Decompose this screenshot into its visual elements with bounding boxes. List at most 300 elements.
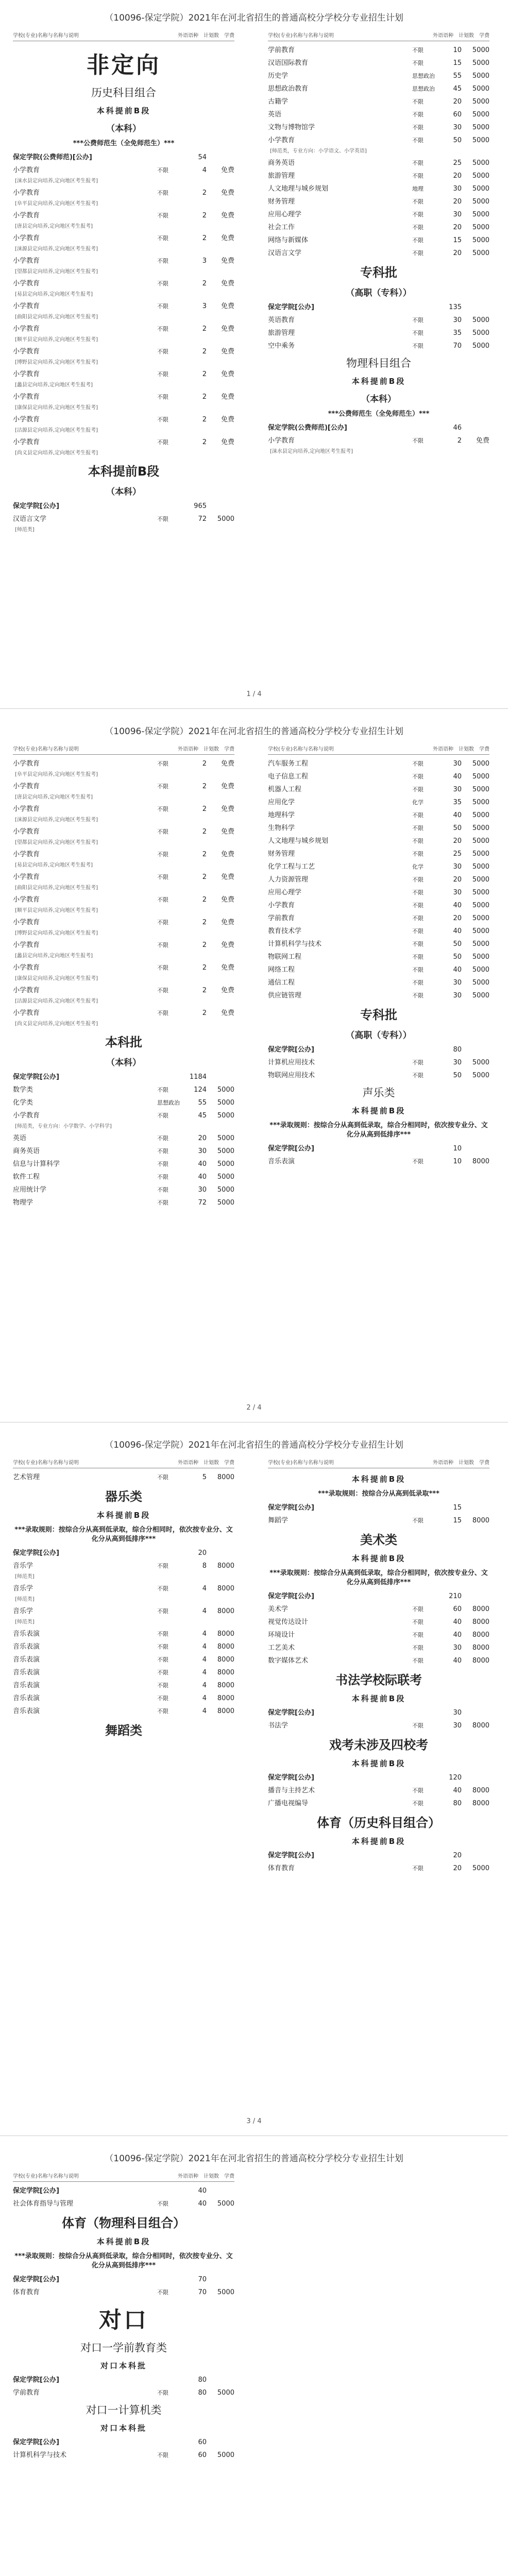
school-row bbox=[13, 2274, 234, 2283]
section-heading: （高职（专科）） bbox=[346, 1030, 412, 1041]
major-name: 工艺美术 bbox=[268, 1644, 295, 1652]
tuition-fee: 5000 bbox=[472, 224, 489, 231]
subject-requirement: 不限 bbox=[412, 237, 424, 244]
major-note: [涞源县定向培养,定向地区考生报考] bbox=[15, 246, 98, 252]
tuition-fee: 5000 bbox=[472, 159, 489, 167]
tuition-fee: 5000 bbox=[217, 1173, 234, 1181]
page-title: （10096-保定学院）2021年在河北省招生的普通高校分学校分专业招生计划 bbox=[105, 2154, 403, 2164]
plan-count: 30 bbox=[453, 316, 462, 324]
subject-requirement: 不限 bbox=[157, 394, 168, 400]
tuition-fee: 5000 bbox=[472, 786, 489, 793]
plan-count: 2 bbox=[202, 1009, 207, 1017]
major-name: 保定学院[公办] bbox=[268, 1145, 314, 1153]
subject-requirement: 思想政治 bbox=[412, 73, 435, 79]
tuition-fee: 5000 bbox=[472, 72, 489, 80]
plan-count: 10 bbox=[453, 46, 462, 54]
tuition-fee: 免费 bbox=[221, 416, 234, 423]
major-row bbox=[13, 1605, 234, 1615]
tuition-fee: 免费 bbox=[221, 438, 234, 446]
major-row bbox=[268, 196, 489, 206]
tuition-fee: 5000 bbox=[217, 1199, 234, 1207]
plan-count: 2 bbox=[202, 325, 207, 333]
subject-requirement: 不限 bbox=[412, 1517, 424, 1524]
page-number: 1 / 4 bbox=[246, 690, 262, 698]
subject-requirement: 不限 bbox=[412, 224, 424, 231]
plan-count: 4 bbox=[202, 1585, 207, 1592]
plan-count: 20 bbox=[198, 1549, 207, 1557]
major-name: 音乐学 bbox=[13, 1585, 33, 1592]
tuition-fee: 8000 bbox=[217, 1694, 234, 1702]
major-row bbox=[13, 871, 234, 881]
tuition-fee: 免费 bbox=[221, 393, 234, 401]
major-name: 保定学院[公办] bbox=[13, 2438, 59, 2446]
major-name: 保定学院[公办] bbox=[268, 1709, 314, 1717]
plan-count: 50 bbox=[453, 824, 462, 832]
subject-requirement: 不限 bbox=[157, 212, 168, 219]
section-heading: （高职（专科）） bbox=[346, 288, 412, 298]
school-row bbox=[268, 1502, 489, 1512]
section-heading: （本科） bbox=[106, 124, 141, 134]
major-row bbox=[13, 1097, 234, 1107]
major-name: 小学教育 bbox=[13, 212, 40, 219]
tuition-fee: 8000 bbox=[217, 1585, 234, 1592]
plan-count: 1184 bbox=[189, 1073, 207, 1081]
subject-requirement: 不限 bbox=[157, 1669, 168, 1676]
major-name: 小学教育 bbox=[13, 873, 40, 881]
plan-count: 15 bbox=[453, 236, 462, 244]
major-row bbox=[13, 1641, 234, 1651]
subject-requirement: 不限 bbox=[412, 876, 424, 883]
subject-requirement: 不限 bbox=[412, 160, 424, 166]
major-row bbox=[13, 2198, 234, 2208]
major-name: 小学教育 bbox=[13, 851, 40, 858]
major-name: 英语教育 bbox=[268, 316, 295, 324]
major-row bbox=[268, 70, 489, 80]
plan-count: 2 bbox=[202, 896, 207, 904]
subject-requirement: 不限 bbox=[157, 516, 168, 522]
subject-requirement: 地理 bbox=[412, 185, 424, 192]
tuition-fee: 5000 bbox=[472, 198, 489, 206]
section-heading: ***录取规则：按综合分从高到低录取*** bbox=[318, 1490, 439, 1498]
subject-requirement: 不限 bbox=[412, 124, 424, 131]
major-row bbox=[268, 134, 489, 144]
section-heading: 舞蹈类 bbox=[105, 1723, 142, 1738]
major-note: [顺平县定向培养,定向地区考生报考] bbox=[15, 908, 98, 913]
section-heading: 本科提前B段 bbox=[351, 1554, 406, 1563]
column-header-col: 外语语种 bbox=[178, 747, 198, 752]
major-name: 小学教育 bbox=[268, 437, 295, 445]
major-name: 保定学院[公办] bbox=[268, 1852, 314, 1859]
section-heading: 本科提前B段 bbox=[96, 2237, 151, 2246]
tuition-fee: 5000 bbox=[472, 211, 489, 218]
subject-requirement: 不限 bbox=[157, 1656, 168, 1663]
major-note: [沽源县定向培养,定向地区考生报考] bbox=[15, 998, 98, 1004]
major-row bbox=[13, 1158, 234, 1168]
plan-count: 30 bbox=[453, 185, 462, 193]
section-heading: 本科提前B段 bbox=[351, 377, 406, 386]
tuition-fee: 免费 bbox=[476, 437, 489, 445]
major-row bbox=[268, 1070, 489, 1079]
subject-requirement: 不限 bbox=[412, 111, 424, 118]
column-header-major: 学校(专业)名称与名称与说明 bbox=[13, 1460, 79, 1466]
subject-requirement: 不限 bbox=[412, 1787, 424, 1794]
major-name: 小学教育 bbox=[13, 257, 40, 265]
plan-count: 40 bbox=[453, 811, 462, 819]
section-heading: 对口 bbox=[99, 2307, 148, 2333]
section-heading: 专科批 bbox=[360, 265, 397, 280]
major-name: 计算机应用技术 bbox=[268, 1059, 315, 1066]
plan-count: 80 bbox=[198, 2389, 207, 2397]
major-row bbox=[268, 247, 489, 257]
plan-count: 135 bbox=[449, 303, 462, 311]
subject-requirement: 化学 bbox=[412, 863, 424, 870]
right-column bbox=[268, 31, 489, 456]
column-header-col: 计划数 bbox=[204, 2174, 219, 2179]
subject-requirement: 不限 bbox=[412, 98, 424, 105]
left-column bbox=[13, 31, 234, 535]
tuition-fee: 5000 bbox=[472, 111, 489, 118]
tuition-fee: 8000 bbox=[472, 1618, 489, 1626]
tuition-fee: 8000 bbox=[217, 1656, 234, 1664]
major-name: 小学教育 bbox=[13, 828, 40, 836]
major-name: 美术学 bbox=[268, 1605, 289, 1613]
subject-requirement: 不限 bbox=[412, 317, 424, 324]
plan-count: 4 bbox=[202, 1607, 207, 1615]
major-name: 化学工程与工艺 bbox=[268, 863, 315, 871]
plan-count: 15 bbox=[453, 59, 462, 67]
subject-requirement: 不限 bbox=[157, 1135, 168, 1142]
section-heading: 本科提前B段 bbox=[351, 1759, 406, 1768]
major-name: 舞蹈学 bbox=[268, 1517, 289, 1524]
page-title: （10096-保定学院）2021年在河北省招生的普通高校分学校分专业招生计划 bbox=[105, 13, 403, 23]
section-heading: 本科提前B段 bbox=[351, 1475, 406, 1484]
plan-count: 40 bbox=[453, 1787, 462, 1794]
tuition-fee: 5000 bbox=[472, 760, 489, 768]
major-name: 英语 bbox=[13, 1134, 27, 1142]
subject-requirement: 不限 bbox=[157, 1563, 168, 1569]
plan-count: 2 bbox=[202, 919, 207, 926]
tuition-fee: 5000 bbox=[472, 979, 489, 987]
major-name: 音乐学 bbox=[13, 1562, 33, 1570]
page-title: （10096-保定学院）2021年在河北省招生的普通高校分学校分专业招生计划 bbox=[105, 1440, 403, 1450]
major-row bbox=[268, 874, 489, 884]
major-row bbox=[13, 985, 234, 994]
major-name: 空中乘务 bbox=[268, 342, 295, 350]
major-name: 小学教育 bbox=[13, 234, 40, 242]
plan-count: 2 bbox=[202, 760, 207, 768]
school-row bbox=[13, 2436, 234, 2446]
major-row bbox=[268, 1515, 489, 1524]
plan-count: 4 bbox=[202, 1682, 207, 1689]
tuition-fee: 5000 bbox=[217, 1086, 234, 1094]
school-row bbox=[13, 1547, 234, 1557]
section-heading: 体育（历史科目组合） bbox=[317, 1816, 441, 1830]
major-name: 应用统计学 bbox=[13, 1186, 47, 1194]
section-heading: 美术类 bbox=[360, 1533, 397, 1547]
plan-count: 30 bbox=[453, 889, 462, 896]
major-note: [蠡县定向培养,定向地区考生报考] bbox=[15, 953, 93, 959]
major-note: [博野县定向培养,定向地区考生报考] bbox=[15, 360, 98, 365]
major-name: 商务英语 bbox=[13, 1147, 40, 1155]
subject-requirement: 不限 bbox=[157, 2200, 168, 2207]
major-name: 小学教育 bbox=[13, 166, 40, 174]
major-note: [尚义县定向培养,定向地区考生报考] bbox=[15, 450, 98, 456]
major-row bbox=[13, 232, 234, 242]
section-heading: 声乐类 bbox=[362, 1087, 395, 1099]
plan-count: 35 bbox=[453, 799, 462, 806]
major-row bbox=[268, 109, 489, 118]
subject-requirement: 不限 bbox=[412, 1657, 424, 1664]
major-row bbox=[268, 1629, 489, 1639]
plan-count: 20 bbox=[453, 876, 462, 884]
major-row bbox=[13, 2449, 234, 2459]
left-column bbox=[13, 744, 234, 1210]
tuition-fee: 5000 bbox=[472, 992, 489, 999]
left-column bbox=[13, 2172, 234, 2462]
tuition-fee: 5000 bbox=[472, 98, 489, 106]
major-name: 保定学院[公办] bbox=[268, 1592, 314, 1600]
tuition-fee: 8000 bbox=[472, 1657, 489, 1665]
major-row bbox=[268, 122, 489, 131]
school-row bbox=[13, 151, 234, 161]
subject-requirement: 不限 bbox=[412, 1059, 424, 1066]
major-row bbox=[13, 1197, 234, 1207]
subject-requirement: 不限 bbox=[157, 1148, 168, 1155]
major-row bbox=[13, 1583, 234, 1592]
major-name: 体育教育 bbox=[268, 1865, 295, 1872]
subject-requirement: 不限 bbox=[157, 280, 168, 287]
section-heading: 本科提前B段 bbox=[351, 1694, 406, 1703]
school-row bbox=[13, 2374, 234, 2384]
tuition-fee: 5000 bbox=[217, 2451, 234, 2459]
major-name: 人文地理与城乡规划 bbox=[268, 837, 329, 845]
major-row bbox=[268, 938, 489, 948]
column-header-cols bbox=[173, 744, 234, 752]
major-name: 数字媒体艺术 bbox=[268, 1657, 309, 1665]
major-name: 音乐表演 bbox=[268, 1158, 295, 1165]
column-header-col: 学费 bbox=[224, 1460, 234, 1466]
major-row bbox=[13, 826, 234, 836]
column-header-col: 外语语种 bbox=[178, 1460, 198, 1466]
subject-requirement: 不限 bbox=[412, 250, 424, 257]
plan-count: 4 bbox=[202, 1656, 207, 1664]
tuition-fee: 5000 bbox=[472, 59, 489, 67]
major-name: 小学教育 bbox=[268, 137, 295, 144]
tuition-fee: 免费 bbox=[221, 348, 234, 355]
major-name: 旅游管理 bbox=[268, 172, 295, 180]
plan-count: 25 bbox=[453, 159, 462, 167]
major-name: 计算机科学与技术 bbox=[268, 940, 322, 948]
major-name: 保定学院[公办] bbox=[13, 2187, 59, 2195]
tuition-fee: 5000 bbox=[472, 137, 489, 144]
plan-count: 45 bbox=[198, 1112, 207, 1120]
subject-requirement: 不限 bbox=[412, 889, 424, 896]
major-name: 教育技术学 bbox=[268, 927, 302, 935]
column-header-cols bbox=[173, 1458, 234, 1466]
major-name: 汉语国际教育 bbox=[268, 59, 309, 67]
subject-requirement: 不限 bbox=[157, 896, 168, 903]
subject-requirement: 不限 bbox=[412, 902, 424, 909]
major-row bbox=[268, 1642, 489, 1652]
major-row bbox=[268, 327, 489, 337]
school-row bbox=[268, 1143, 489, 1153]
plan-count: 2 bbox=[202, 828, 207, 836]
major-name: 环境设计 bbox=[268, 1631, 295, 1639]
major-name: 保定学院[公办] bbox=[268, 1774, 314, 1782]
major-row bbox=[268, 340, 489, 350]
plan-count: 2 bbox=[202, 348, 207, 355]
school-row bbox=[268, 1707, 489, 1717]
major-row bbox=[13, 391, 234, 401]
major-name: 生物科学 bbox=[268, 824, 295, 832]
major-row bbox=[268, 1655, 489, 1665]
plan-count: 2 bbox=[202, 370, 207, 378]
plan-count: 30 bbox=[453, 1722, 462, 1730]
section-heading: 对口本科批 bbox=[100, 2424, 147, 2433]
subject-requirement: 不限 bbox=[157, 439, 168, 446]
plan-count: 2 bbox=[202, 234, 207, 242]
subject-requirement: 不限 bbox=[412, 992, 424, 999]
subject-requirement: 不限 bbox=[412, 786, 424, 793]
subject-requirement: 不限 bbox=[412, 1632, 424, 1638]
major-row bbox=[13, 1171, 234, 1181]
major-name: 英语 bbox=[268, 111, 282, 118]
major-name: 小学教育 bbox=[13, 348, 40, 355]
tuition-fee: 免费 bbox=[221, 783, 234, 790]
major-name: 小学教育 bbox=[13, 896, 40, 904]
plan-count: 50 bbox=[453, 1072, 462, 1079]
major-row bbox=[268, 758, 489, 768]
major-row bbox=[268, 784, 489, 793]
major-row bbox=[13, 323, 234, 333]
subject-requirement: 不限 bbox=[412, 954, 424, 960]
subject-requirement: 不限 bbox=[157, 167, 168, 174]
major-name: 小学教育 bbox=[13, 987, 40, 994]
major-name: 小学教育 bbox=[13, 1009, 40, 1017]
major-name: 音乐表演 bbox=[13, 1656, 40, 1664]
plan-count: 35 bbox=[453, 329, 462, 337]
tuition-fee: 免费 bbox=[221, 873, 234, 881]
subject-requirement: 不限 bbox=[157, 851, 168, 858]
tuition-fee: 8000 bbox=[472, 1787, 489, 1794]
major-name: 学前教育 bbox=[268, 46, 295, 54]
major-note: [师范类，专业方向：小学数学、小学科学] bbox=[15, 1124, 112, 1129]
section-heading: 历史科目组合 bbox=[91, 87, 156, 99]
major-name: 物联网工程 bbox=[268, 953, 302, 961]
major-row bbox=[13, 278, 234, 287]
major-name: 视觉传达设计 bbox=[268, 1618, 309, 1626]
major-row bbox=[268, 964, 489, 974]
subject-requirement: 不限 bbox=[157, 326, 168, 332]
tuition-fee: 5000 bbox=[472, 249, 489, 257]
major-name: 小学教育 bbox=[13, 325, 40, 333]
plan-count: 30 bbox=[453, 786, 462, 793]
major-name: 小学教育 bbox=[13, 919, 40, 926]
tuition-fee: 5000 bbox=[472, 837, 489, 845]
subject-requirement: 不限 bbox=[157, 1474, 168, 1481]
section-heading: ***公费师范生（全免师范生）*** bbox=[328, 410, 430, 418]
major-note: [涞源县定向培养,定向地区考生报考] bbox=[15, 817, 98, 823]
major-name: 小学教育 bbox=[13, 964, 40, 972]
major-row bbox=[268, 209, 489, 218]
major-row bbox=[13, 1132, 234, 1142]
plan-count: 15 bbox=[453, 1517, 462, 1524]
tuition-fee: 免费 bbox=[221, 896, 234, 904]
major-name: 历史学 bbox=[268, 72, 289, 80]
major-row bbox=[13, 1654, 234, 1664]
subject-requirement: 不限 bbox=[412, 1606, 424, 1613]
major-name: 社会工作 bbox=[268, 224, 295, 231]
tuition-fee: 5000 bbox=[472, 799, 489, 806]
subject-requirement: 不限 bbox=[412, 1645, 424, 1651]
column-header-cols bbox=[173, 2172, 234, 2179]
major-row bbox=[13, 758, 234, 768]
subject-requirement: 不限 bbox=[157, 235, 168, 242]
plan-count: 30 bbox=[453, 979, 462, 987]
column-header-col: 计划数 bbox=[459, 747, 474, 752]
plan-count: 2 bbox=[202, 964, 207, 972]
school-row bbox=[268, 1850, 489, 1859]
section-heading: 戏考未涉及四校考 bbox=[329, 1738, 428, 1752]
major-note: [师范类] bbox=[15, 1574, 35, 1580]
plan-count: 15 bbox=[453, 1504, 462, 1512]
subject-requirement: 不限 bbox=[412, 838, 424, 844]
major-row bbox=[13, 1110, 234, 1120]
column-header-col: 学费 bbox=[224, 2174, 234, 2179]
plan-count: 8 bbox=[202, 1562, 207, 1570]
plan-count: 4 bbox=[202, 1643, 207, 1651]
plan-count: 4 bbox=[202, 1630, 207, 1638]
major-row bbox=[13, 210, 234, 219]
column-header-col: 学费 bbox=[224, 33, 234, 39]
tuition-fee: 免费 bbox=[221, 325, 234, 333]
tuition-fee: 5000 bbox=[472, 342, 489, 350]
plan-count: 30 bbox=[453, 211, 462, 218]
section-heading: ***录取规则：按综合分从高到低录取，综合分相同时，依次按专业分、文化分从高到低排序*** bbox=[269, 1122, 488, 1139]
subject-requirement: 不限 bbox=[412, 773, 424, 780]
major-row bbox=[13, 187, 234, 197]
tuition-fee: 8000 bbox=[217, 1669, 234, 1676]
plan-count: 30 bbox=[453, 760, 462, 768]
major-row bbox=[268, 83, 489, 93]
plan-count: 70 bbox=[198, 2276, 207, 2283]
subject-requirement: 不限 bbox=[412, 979, 424, 986]
subject-requirement: 不限 bbox=[157, 874, 168, 880]
major-row bbox=[13, 1705, 234, 1715]
subject-requirement: 不限 bbox=[157, 1010, 168, 1016]
plan-count: 60 bbox=[198, 2451, 207, 2459]
major-row bbox=[268, 222, 489, 231]
subject-requirement: 不限 bbox=[157, 1608, 168, 1615]
column-header-col: 外语语种 bbox=[433, 33, 453, 39]
column-header-col: 外语语种 bbox=[433, 1460, 453, 1466]
major-note: [师范类] bbox=[15, 1597, 35, 1602]
tuition-fee: 5000 bbox=[217, 2289, 234, 2296]
subject-requirement: 不限 bbox=[157, 919, 168, 926]
major-row bbox=[268, 835, 489, 845]
subject-requirement: 不限 bbox=[412, 812, 424, 819]
column-header-major: 学校(专业)名称与名称与说明 bbox=[13, 747, 79, 752]
column-header-major: 学校(专业)名称与名称与说明 bbox=[268, 33, 334, 39]
subject-requirement: 不限 bbox=[412, 1722, 424, 1729]
subject-requirement: 不限 bbox=[157, 190, 168, 196]
major-row bbox=[13, 2387, 234, 2397]
major-row bbox=[13, 781, 234, 790]
plan-count: 20 bbox=[453, 98, 462, 106]
tuition-fee: 5000 bbox=[472, 85, 489, 93]
major-row bbox=[13, 164, 234, 174]
major-name: 音乐表演 bbox=[13, 1630, 40, 1638]
